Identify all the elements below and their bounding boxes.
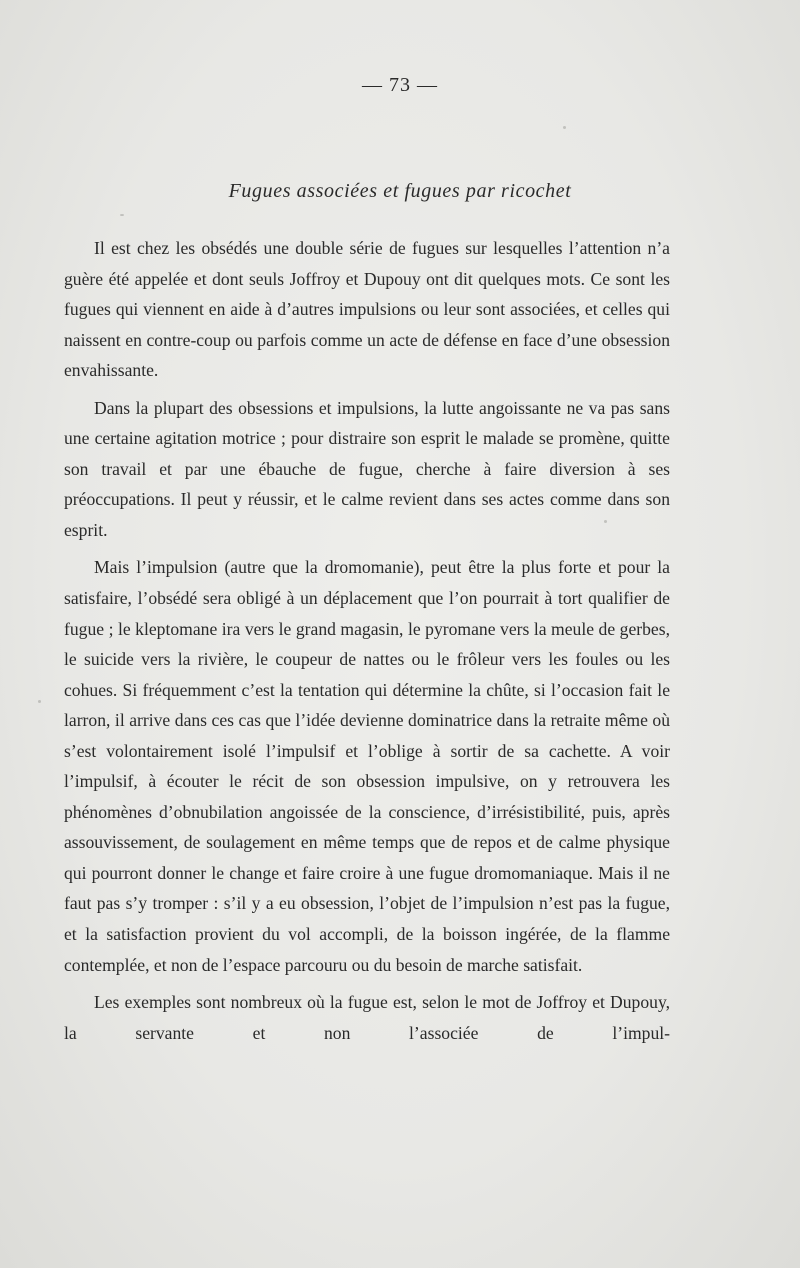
paragraph-4: Les exemples sont nombreux où la fugue est, selon le mot de Joffroy et Dupouy, la servante et non l’associée de l’impul- [64, 992, 670, 1043]
paper-speck [38, 700, 41, 703]
paragraph-3: Mais l’impulsion (autre que la dromomanie), peut être la plus forte et pour la satisfaire, l’obsédé sera obligé à un déplacement que l’on pourrait à tort qualifier de fugue ; le kleptomane ira vers le grand magasin, le pyromane vers la meule de gerbes, le suicide vers la rivière, le coupeur de nattes ou le frôleur vers les foules ou les cohues. Si fréquemment c’est la tentation qui détermine la chûte, si l’occasion fait le larron, il arrive dans ces cas que l’idée devienne dominatrice dans la retraite même où s’est volontairement isolé l’impulsif et l’oblige à sortir de sa cachette. A voir l’impulsif, à écouter le récit de son obsession impulsive, on y retrouvera les phénomènes d’obnubilation angoissée de la conscience, d’irrésistibilité, puis, après assouvissement, de soulagement en même temps que de repos et de calme physique qui pourront donner le change et faire croire à une fugue dromomaniaque. Mais il ne faut pas s’y tromper : s’il y a eu obsession, l’objet de l’impulsion n’est pas la fugue, et la satisfaction provient du vol accompli, de la boisson ingérée, de la flamme contemplée, et non de l’espace parcouru ou du besoin de marche satisfait. [64, 557, 670, 975]
section-title: Fugues associées et fugues par ricochet [228, 180, 572, 202]
body-text [64, 233, 670, 1055]
paragraph-2: Dans la plupart des obsessions et impulsions, la lutte angoissante ne va pas sans une certaine agitation motrice ; pour distraire son esprit le malade se promène, quitte son travail et par une ébauche de fugue, cherche à faire diversion à ses préoccupations. Il peut y réussir, et le calme revient dans ses actes comme dans son esprit. [64, 397, 670, 540]
paper-speck [563, 126, 566, 129]
paper-speck [120, 214, 124, 216]
page-number: — 73 — [362, 74, 438, 96]
paragraph-1: Il est chez les obsédés une double série de fugues sur lesquelles l’attention n’a guère été appelée et dont seuls Joffroy et Dupouy ont dit quelques mots. Ce sont les fugues qui viennent en aide à d’autres impulsions ou leur sont associées, et celles qui naissent en contre-coup ou parfois comme un acte de défense en face d’une obsession envahissante. [64, 238, 670, 381]
